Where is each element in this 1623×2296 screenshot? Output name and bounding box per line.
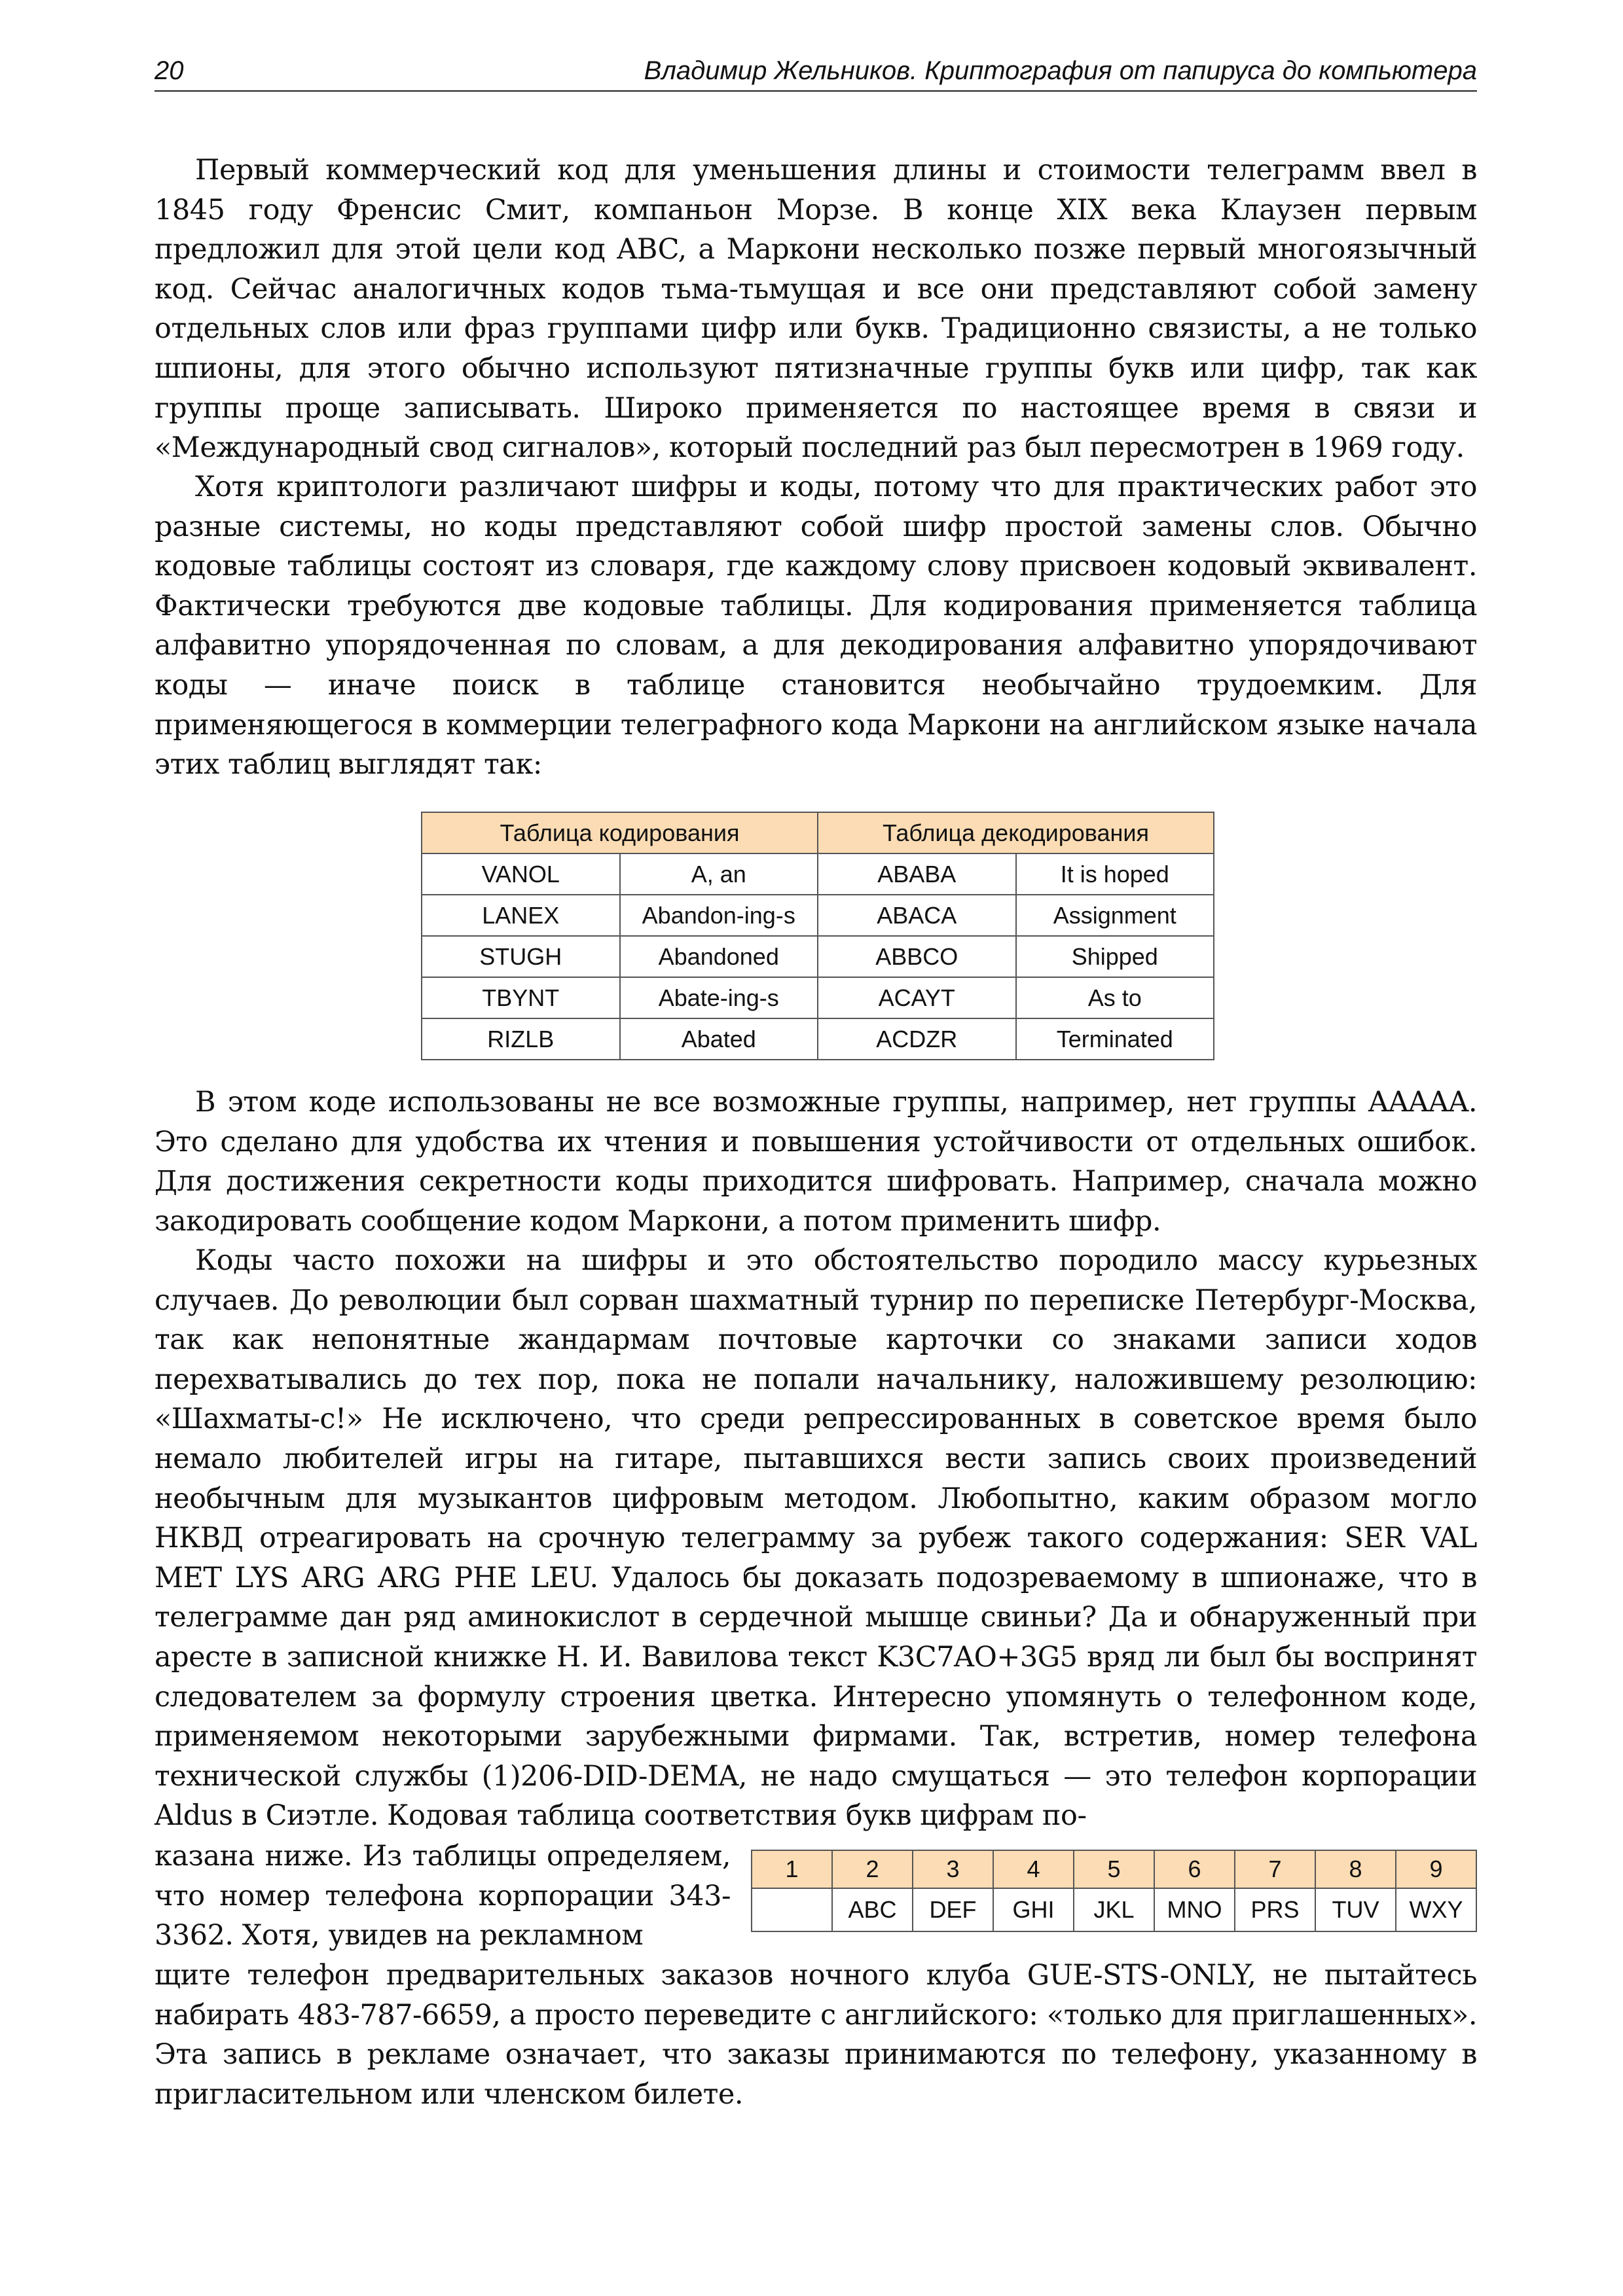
table-cell: TBYNT — [422, 977, 620, 1018]
table-row — [422, 977, 1214, 1018]
table-row — [422, 895, 1214, 936]
table-cell: ABBCO — [818, 936, 1016, 977]
letters-cell: GHI — [993, 1888, 1074, 1931]
page-number: 20 — [155, 56, 184, 85]
code-table-header-row — [422, 812, 1214, 853]
digit-cell: 7 — [1235, 1850, 1315, 1888]
letters-cell: TUV — [1315, 1888, 1396, 1931]
table-cell: ACDZR — [818, 1018, 1016, 1060]
digit-cell: 4 — [993, 1850, 1074, 1888]
table-cell: STUGH — [422, 936, 620, 977]
digit-cell: 2 — [832, 1850, 913, 1888]
digit-cell: 8 — [1315, 1850, 1396, 1888]
letters-cell: DEF — [913, 1888, 993, 1931]
letters-cell: PRS — [1235, 1888, 1315, 1931]
digit-cell: 9 — [1396, 1850, 1476, 1888]
table-cell: RIZLB — [422, 1018, 620, 1060]
table-cell: ACAYT — [818, 977, 1016, 1018]
table-cell: ABABA — [818, 853, 1016, 895]
phone-letter-table — [751, 1850, 1477, 1932]
table-cell: Assignment — [1016, 895, 1214, 936]
table-cell: Abated — [620, 1018, 818, 1060]
header-encode: Таблица кодирования — [422, 812, 818, 853]
table-cell: A, an — [620, 853, 818, 895]
digit-cell: 3 — [913, 1850, 993, 1888]
letters-cell: WXY — [1396, 1888, 1476, 1931]
digit-cell: 1 — [752, 1850, 832, 1888]
digit-cell: 6 — [1154, 1850, 1235, 1888]
paragraph-5-continued: щите телефон предварительных заказов ночного клуба GUE-STS-ONLY, не пытайтесь набирать 483-787-6659, а просто переведите с английского: «только для приглашенных». Эта запись в рекламе означает, что заказы принимаются по телефону, указанному в пригласительном или членском билете. — [155, 1959, 1477, 2111]
paragraph-2: Хотя криптологи различают шифры и коды, потому что для практических работ это разные системы, но коды представляют собой шифр простой замены слов. Обычно кодовые таблицы состоят из словаря, где каждому слову присвоен кодовый эквивалент. Фактически требуются две кодовые таблицы. Для кодирования применяется таблица алфавитно упорядоченная по словам, а для декодирования алфавитно упорядочивают коды — иначе поиск в таблице становится необычайно трудоемким. Для применяющегося в коммерции телеграфного кода Маркони на английском языке начала этих таблиц выглядят так: — [155, 471, 1477, 781]
letters-cell — [752, 1888, 832, 1931]
letters-cell: JKL — [1074, 1888, 1154, 1931]
phone-letters-row — [752, 1888, 1476, 1931]
running-title: Владимир Жельников. Криптография от папируса до компьютера — [644, 56, 1477, 85]
table-row — [422, 853, 1214, 895]
table-cell: As to — [1016, 977, 1214, 1018]
table-row — [422, 1018, 1214, 1060]
paragraph-3: В этом коде использованы не все возможные группы, например, нет группы AAAAA. Это сделано для удобства их чтения и повышения устойчивости от отдельных ошибок. Для достижения секретности коды приходится шифровать. Например, сначала можно закодировать сообщение кодом Маркони, а потом применить шифр. — [155, 1086, 1477, 1238]
letters-cell: ABC — [832, 1888, 913, 1931]
table-cell: Abandoned — [620, 936, 818, 977]
paragraph-4: Коды часто похожи на шифры и это обстоятельство породило массу курьезных случаев. До революции был сорван шахматный турнир по переписке Петербург-Москва, так как непонятные жандармам почтовые карточки со знаками записи ходов перехватывались до тех пор, пока не попали начальнику, наложившему резолюцию: «Шахматы-с!» Не исключено, что среди репрессированных в советское время было немало любителей игры на гитаре, пытавшихся вести запись своих произведений необычным для музыкантов цифровым методом. Любопытно, каким образом могло НКВД отреагировать на срочную телеграмму за рубеж такого содержания: SER VAL MET LYS ARG ARG PHE LEU. Удалось бы доказать подозреваемому в шпионаже, что в телеграмме дан ряд аминокислот в сердечной мышце свиньи? Да и обнаруженный при аресте в записной книжке Н. И. Вавилова текст K3C7AO+3G5 вряд ли был бы воспринят следователем за формулу строения цветка. Интересно упомянуть о телефонном коде, применяемом некоторыми зарубежными фирмами. Так, встретив, номер телефона технической службы (1)206-DID-DEMA, не надо смущаться — это телефон корпорации Aldus в Сиэтле. Кодовая таблица соответствия букв цифрам по- — [155, 1244, 1477, 1833]
page-header — [155, 54, 1477, 92]
table-cell: Terminated — [1016, 1018, 1214, 1060]
table-cell: LANEX — [422, 895, 620, 936]
table-cell: ABACA — [818, 895, 1016, 936]
table-cell: VANOL — [422, 853, 620, 895]
table-cell: It is hoped — [1016, 853, 1214, 895]
table-row — [422, 936, 1214, 977]
header-decode: Таблица декодирования — [818, 812, 1214, 853]
marconi-code-table — [421, 812, 1214, 1060]
letters-cell: MNO — [1154, 1888, 1235, 1931]
table-cell: Abate-ing-s — [620, 977, 818, 1018]
table-cell: Shipped — [1016, 936, 1214, 977]
paragraph-5-beside-table: казана ниже. Из таблицы определяем, что номер телефона корпорации 343-3362. Хотя, увидев на рекламном — [155, 1840, 731, 1952]
table-cell: Abandon-ing-s — [620, 895, 818, 936]
digit-cell: 5 — [1074, 1850, 1154, 1888]
paragraph-1: Первый коммерческий код для уменьшения длины и стоимости телеграмм ввел в 1845 году Френсис Смит, компаньон Морзе. В конце XIX века Клаузен первым предложил для этой цели код ABC, а Маркони несколько позже первый многоязычный код. Сейчас аналогичных кодов тьма-тьмущая и все они представляют собой замену отдельных слов или фраз группами цифр или букв. Традиционно связисты, а не только шпионы, для этого обычно используют пятизначные группы букв или цифр, так как группы проще записывать. Широко применяется по настоящее время в связи и «Международный свод сигналов», который последний раз был пересмотрен в 1969 году. — [155, 154, 1477, 465]
phone-digit-row — [752, 1850, 1476, 1888]
